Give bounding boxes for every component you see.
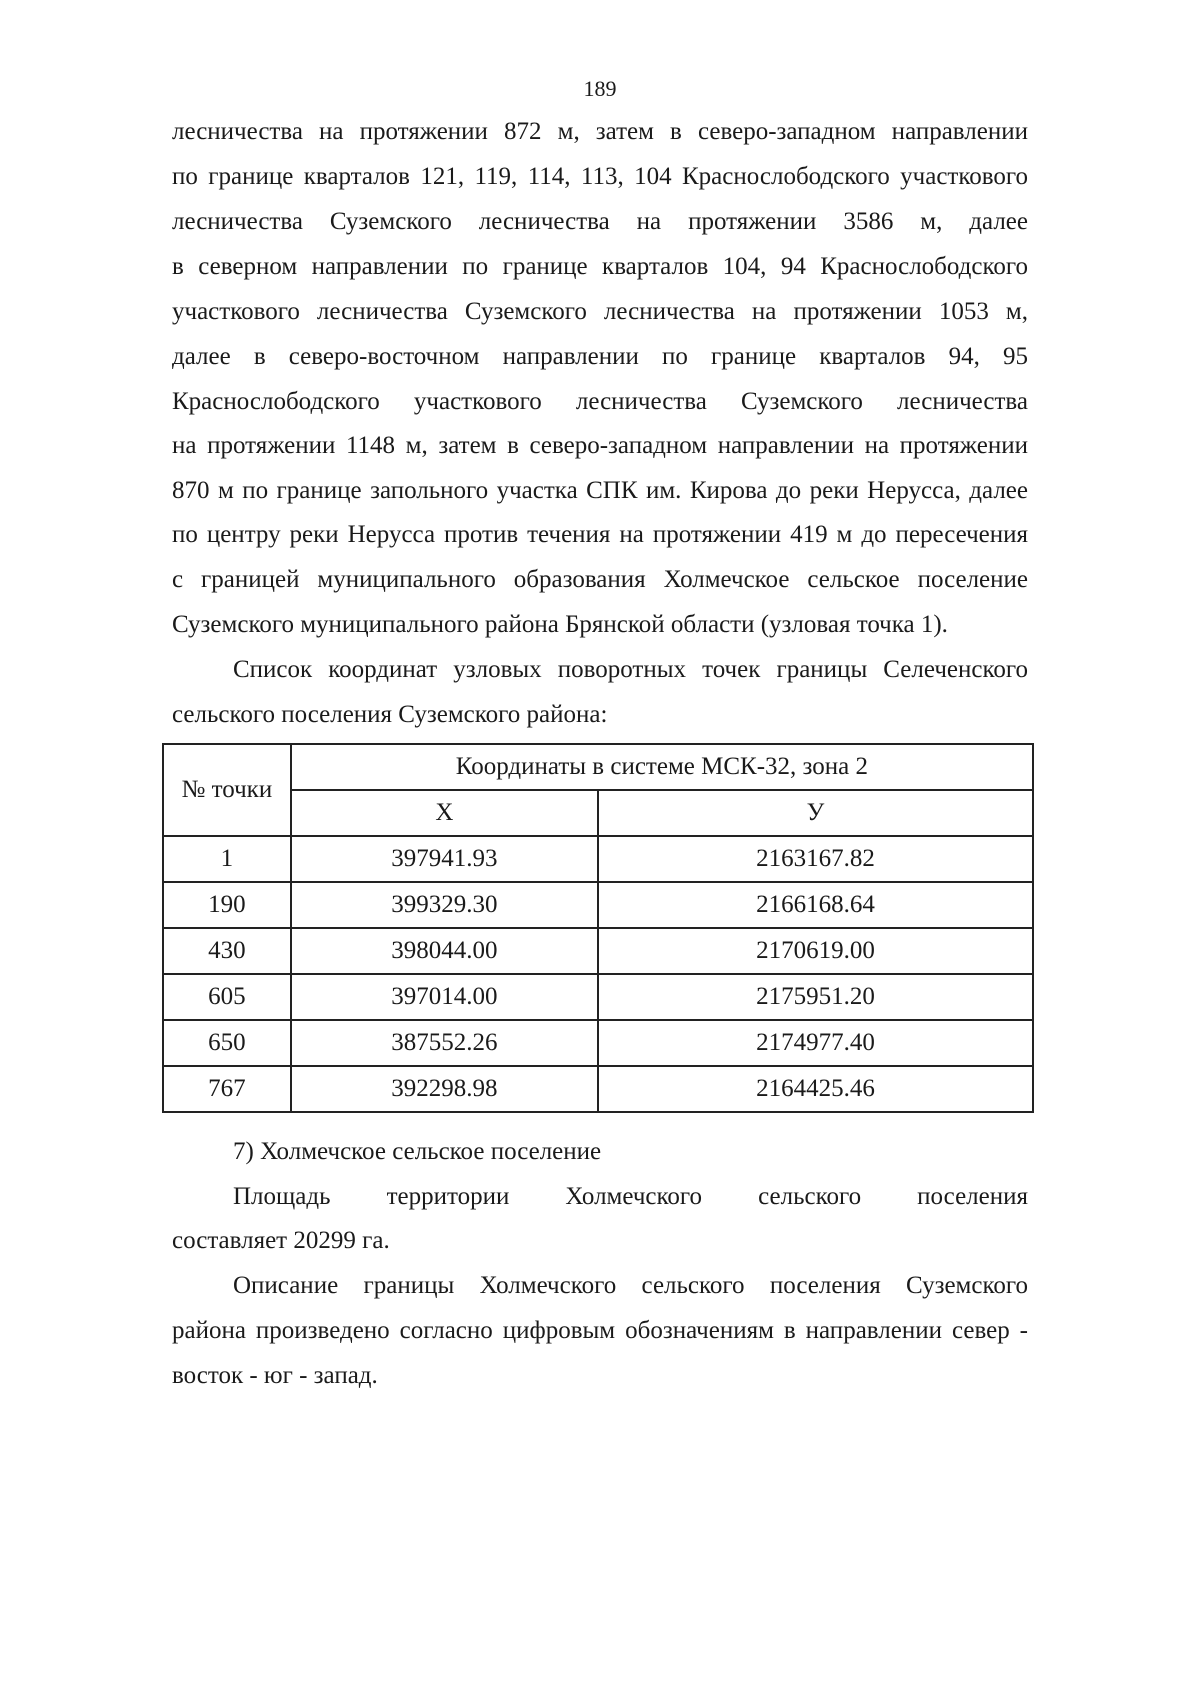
paragraph-line: Краснослободского участкового лесничества Суземского лесничества xyxy=(172,388,1028,415)
cell-point: 1 xyxy=(163,836,291,882)
paragraph-line: района произведено согласно цифровым обозначениям в направлении север - xyxy=(172,1317,1028,1344)
paragraph-line: Список координат узловых поворотных точек границы Селеченского xyxy=(233,656,1028,683)
cell-x: 397941.93 xyxy=(291,836,598,882)
cell-y: 2175951.20 xyxy=(598,974,1033,1020)
paragraph-line: по центру реки Нерусса против течения на протяжении 419 м до пересечения xyxy=(172,521,1028,548)
cell-y: 2170619.00 xyxy=(598,928,1033,974)
table-row xyxy=(163,1020,1033,1066)
paragraph-line: далее в северо-восточном направлении по границе кварталов 94, 95 xyxy=(172,343,1028,370)
paragraph-line: сельского поселения Суземского района: xyxy=(172,701,608,728)
paragraph-line: Описание границы Холмечского сельского поселения Суземского xyxy=(233,1272,1028,1299)
cell-y: 2166168.64 xyxy=(598,882,1033,928)
table-subheader-row xyxy=(163,790,1033,836)
paragraph-line: лесничества на протяжении 872 м, затем в северо-западном направлении xyxy=(172,118,1028,145)
paragraph-line: с границей муниципального образования Холмечское сельское поселение xyxy=(172,566,1028,593)
paragraph-line: участкового лесничества Суземского лесничества на протяжении 1053 м, xyxy=(172,298,1028,325)
cell-x: 399329.30 xyxy=(291,882,598,928)
cell-y: 2164425.46 xyxy=(598,1066,1033,1112)
paragraph-line: по границе кварталов 121, 119, 114, 113, 104 Краснослободского участкового xyxy=(172,163,1028,190)
table-row xyxy=(163,1066,1033,1112)
header-point-number: № точки xyxy=(163,744,291,836)
paragraph-line: Площадь территории Холмечского сельского поселения xyxy=(233,1183,1028,1210)
table-row xyxy=(163,928,1033,974)
paragraph-line: Суземского муниципального района Брянской области (узловая точка 1). xyxy=(172,611,948,638)
table-row xyxy=(163,836,1033,882)
page-number: 189 xyxy=(583,76,617,101)
section-heading: 7) Холмечское сельское поселение xyxy=(233,1138,602,1165)
table-row xyxy=(163,974,1033,1020)
cell-x: 392298.98 xyxy=(291,1066,598,1112)
cell-y: 2163167.82 xyxy=(598,836,1033,882)
cell-point: 650 xyxy=(163,1020,291,1066)
cell-point: 430 xyxy=(163,928,291,974)
header-x: X xyxy=(291,790,598,836)
cell-x: 397014.00 xyxy=(291,974,598,1020)
paragraph-line: восток - юг - запад. xyxy=(172,1362,378,1389)
paragraph-line: составляет 20299 га. xyxy=(172,1227,390,1254)
paragraph-line: лесничества Суземского лесничества на протяжении 3586 м, далее xyxy=(172,208,1028,235)
cell-point: 767 xyxy=(163,1066,291,1112)
cell-point: 190 xyxy=(163,882,291,928)
header-coordinate-system: Координаты в системе МСК-32, зона 2 xyxy=(291,744,1033,790)
table-header-row xyxy=(163,744,1033,790)
paragraph-line: 870 м по границе запольного участка СПК им. Кирова до реки Нерусса, далее xyxy=(172,477,1028,504)
table-row xyxy=(163,882,1033,928)
paragraph-line: в северном направлении по границе кварталов 104, 94 Краснослободского xyxy=(172,253,1028,280)
cell-x: 387552.26 xyxy=(291,1020,598,1066)
header-y: У xyxy=(598,790,1033,836)
coordinates-table xyxy=(162,743,1034,1113)
cell-x: 398044.00 xyxy=(291,928,598,974)
paragraph-line: на протяжении 1148 м, затем в северо-западном направлении на протяжении xyxy=(172,432,1028,459)
cell-point: 605 xyxy=(163,974,291,1020)
cell-y: 2174977.40 xyxy=(598,1020,1033,1066)
